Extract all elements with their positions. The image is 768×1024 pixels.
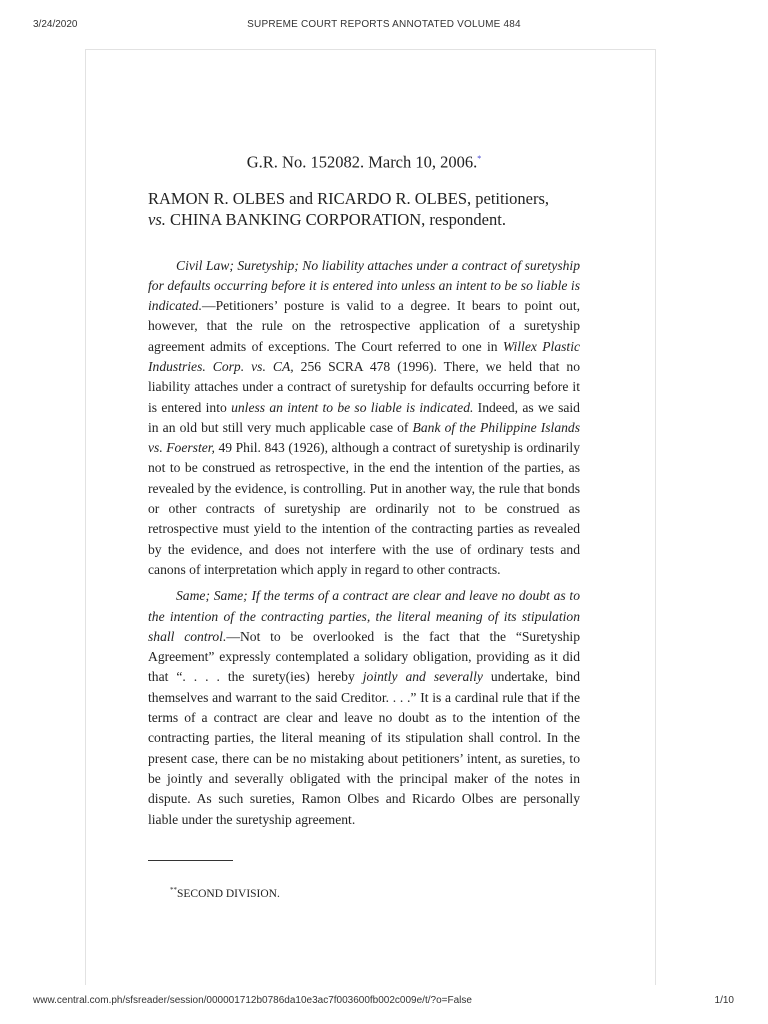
text: Indeed, as we said in an old but still very much applicable case of <box>148 399 580 435</box>
footnote-link[interactable]: * <box>477 154 482 163</box>
italic-text: Willex Plastic Industries. Corp. vs. CA, <box>148 338 581 374</box>
print-title: SUPREME COURT REPORTS ANNOTATED VOLUME 484 <box>247 19 521 30</box>
text: 49 Phil. 843 (1926), although a contract of suretyship is ordinarily not to be construed as retrospective, in the end the intention of the parties, as revealed by the evidence, is controlling. Put in another way, the rule that bonds or other contracts of suretyship are ordinarily not to be construed as retrospective must yield to the intention of the contracting parties as revealed by the evidence, and does not interfere with the use of ordinary tests and canons of interpretation which apply in regard to other contracts. <box>148 440 581 577</box>
syllabus <box>148 256 580 830</box>
italic-text: jointly and severally <box>362 669 483 685</box>
footnote-text: SECOND DIVISION. <box>177 887 280 900</box>
gr-text: G.R. No. 152082. March 10, 2006. <box>246 152 478 172</box>
footnote <box>170 883 580 901</box>
document-content <box>148 148 580 901</box>
print-date: 3/24/2020 <box>33 19 78 30</box>
case-parties <box>148 188 580 230</box>
syllabus-paragraph <box>148 586 580 830</box>
italic-text: unless an intent to be so liable is indicated. <box>231 399 474 415</box>
versus: vs. <box>148 209 166 229</box>
footnote-marker: ** <box>170 885 177 894</box>
text: —Petitioners’ posture is valid to a degree. It bears to point out, however, that the rule on the retrospective application of a suretyship agreement admits of exceptions. The Court referred to one in <box>148 298 580 354</box>
page-url: www.central.com.ph/sfsreader/session/000001712b0786da10e3ac7f003600fb002c009e/t/?o=False <box>33 995 472 1006</box>
respondent: CHINA BANKING CORPORATION, respondent. <box>165 209 506 229</box>
italic-text: Same; Same; If the terms of a contract are clear and leave no doubt as to the intention of the contracting parties, the literal meaning of its stipulation shall control. <box>148 588 580 644</box>
text: undertake, bind themselves and warrant to the said Creditor. . . .” It is a cardinal rule that if the terms of a contract are clear and leave no doubt as to the intention of the contracting parties, the literal meaning of its stipulation shall control. In the present case, there can be no mistaking about petitioners’ intent, as sureties, to be jointly and severally obligated with the principal maker of the notes in dispute. As such sureties, Ramon Olbes and Ricardo Olbes are personally liable under the suretyship agreement. <box>148 669 580 827</box>
petitioners: RAMON R. OLBES and RICARDO R. OLBES, petitioners, <box>148 188 550 208</box>
italic-text: Civil Law; Suretyship; No liability attaches under a contract of suretyship for defaults occurring before it is entered into unless an intent to be so liable is indicated. <box>148 257 580 314</box>
page-number: 1/10 <box>714 995 734 1006</box>
italic-text: Bank of the Philippine Islands vs. Foerster, <box>148 419 580 456</box>
case-number <box>148 148 580 174</box>
footnote-divider <box>148 860 233 861</box>
text: —Not to be overlooked is the fact that the “Suretyship Agreement” expressly contemplated a solidary obligation, providing as it did that “. . . . the surety(ies) hereby <box>148 628 580 685</box>
syllabus-paragraph <box>148 256 580 581</box>
text: 256 SCRA 478 (1996). There, we held that no liability attaches under a contract of suretyship for defaults occurring before it is entered into <box>148 358 580 415</box>
